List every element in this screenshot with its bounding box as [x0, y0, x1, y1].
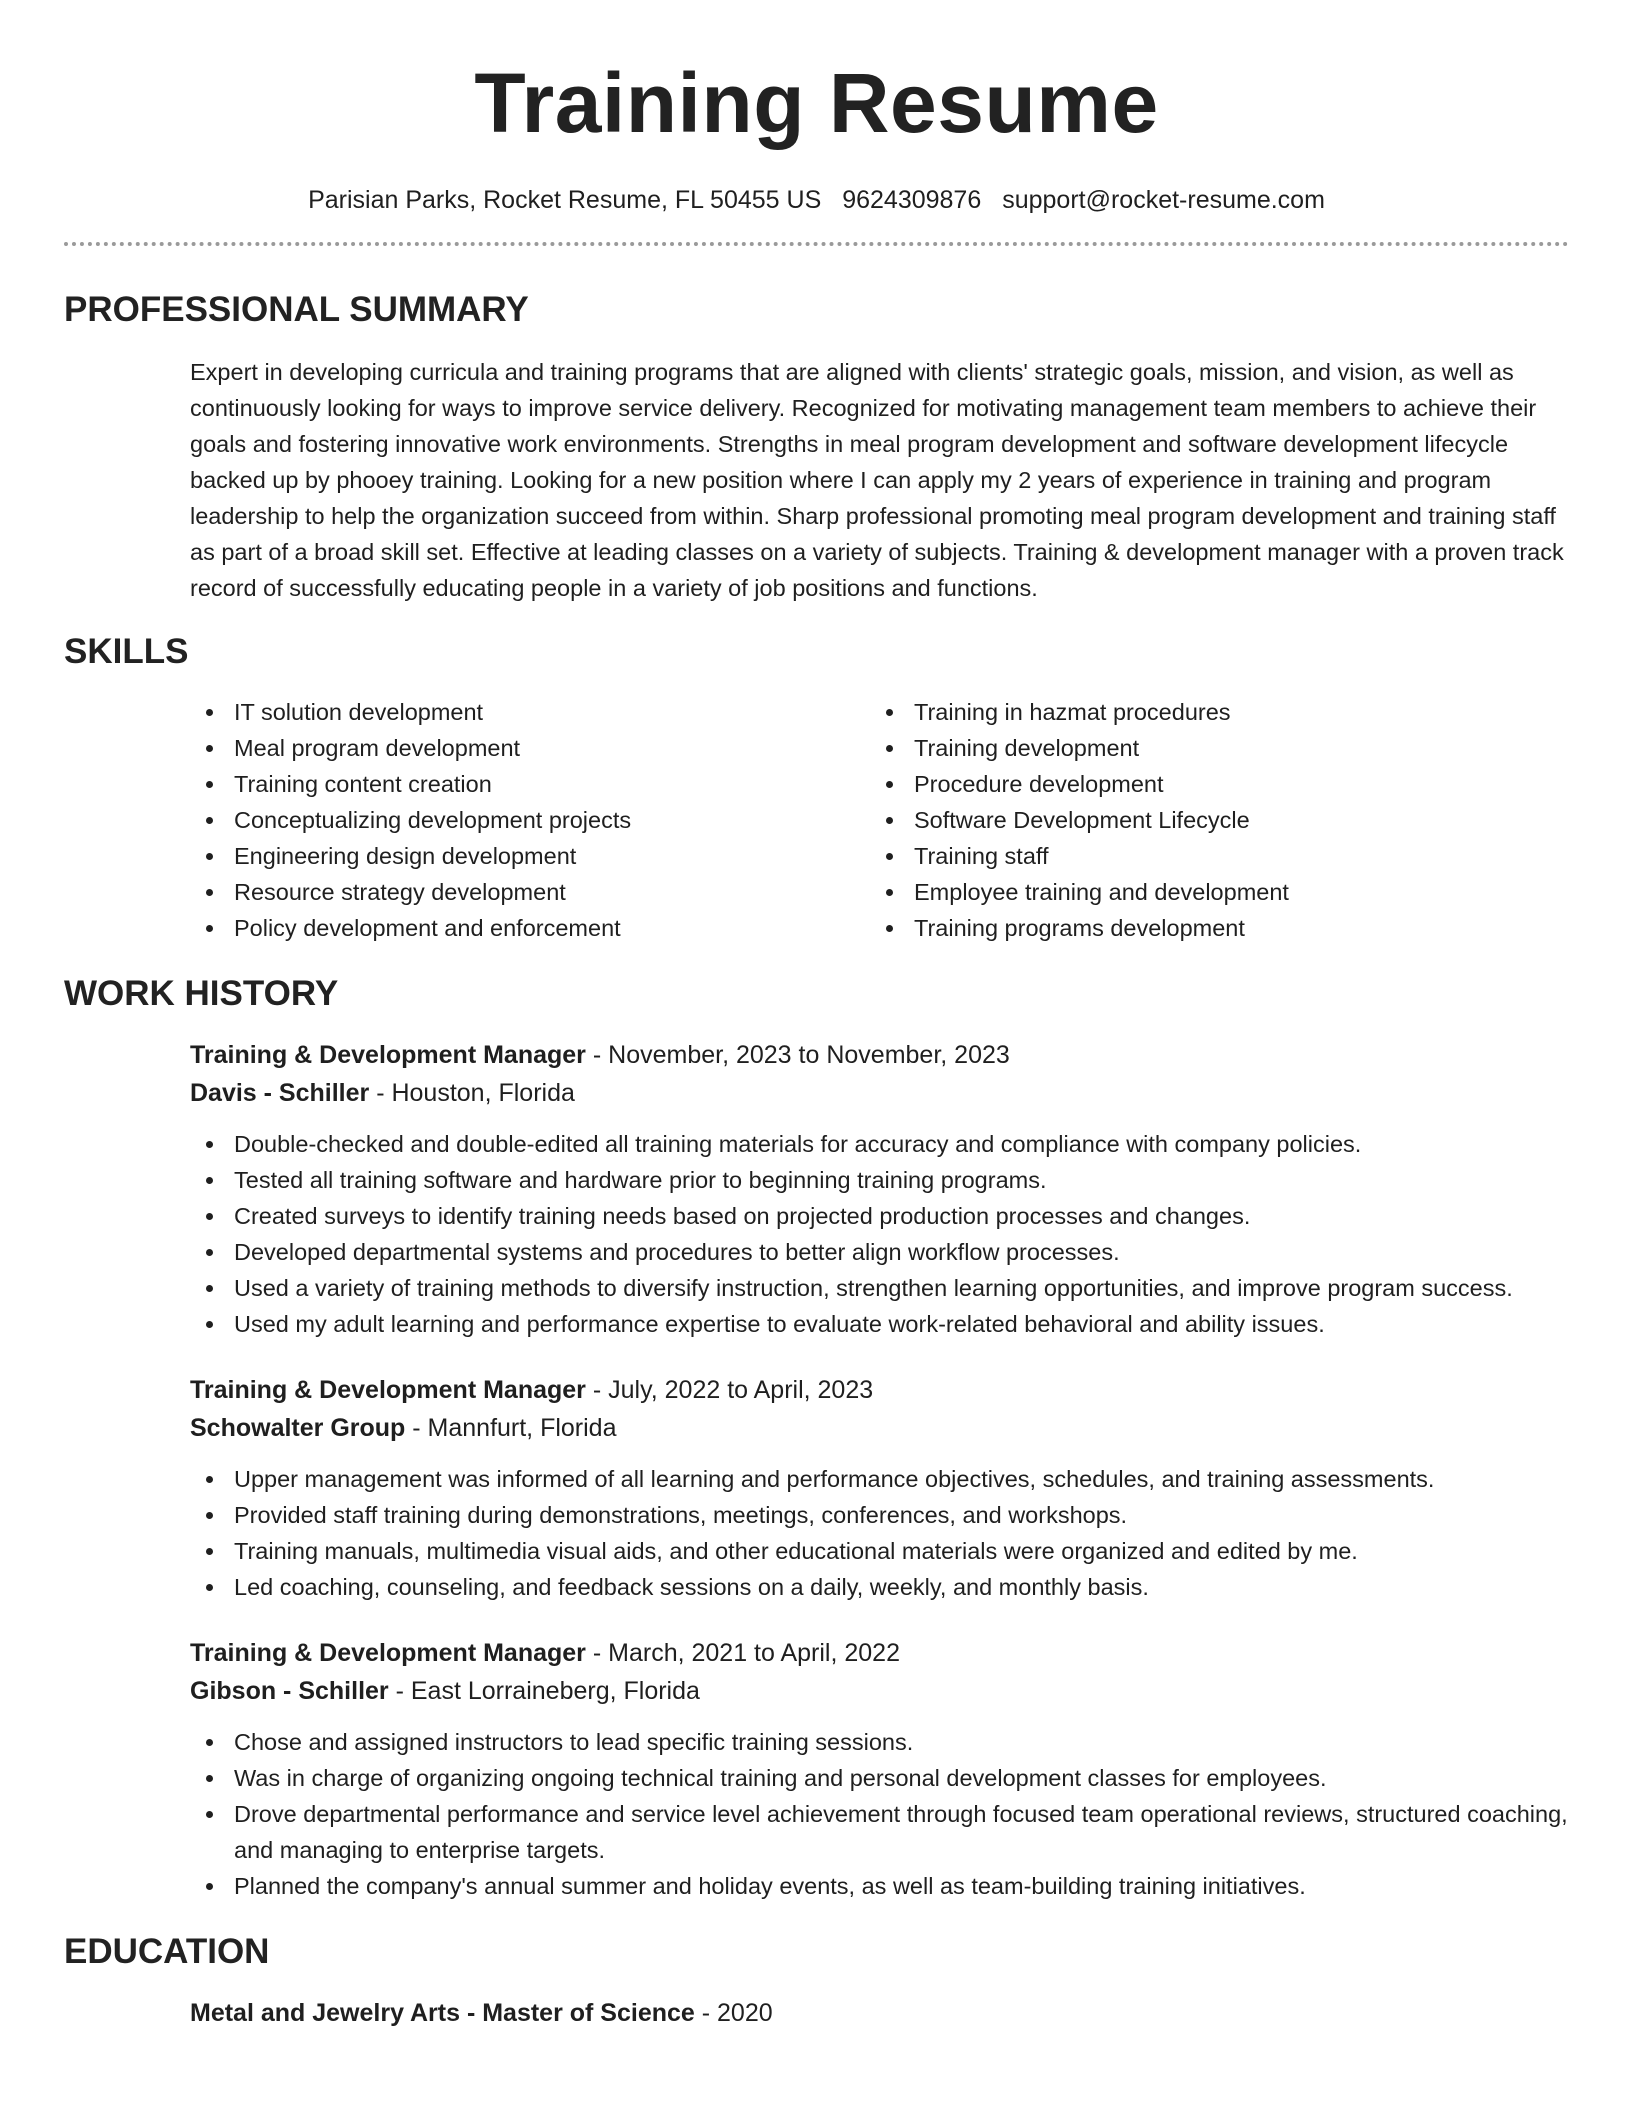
job-dates: - March, 2021 to April, 2022: [585, 1639, 900, 1667]
contact-phone: 9624309876: [842, 186, 982, 214]
job-role: Training & Development Manager: [190, 1376, 586, 1404]
contact-address: Parisian Parks, Rocket Resume, FL 50455 US: [308, 186, 822, 214]
job-entry: [190, 1036, 1569, 1342]
contact-email: support@rocket-resume.com: [1002, 186, 1325, 214]
job-bullet: Led coaching, counseling, and feedback sessions on a daily, weekly, and monthly basis.: [190, 1569, 1569, 1605]
job-bullets: [190, 1724, 1569, 1904]
education-degree: Metal and Jewelry Arts - Master of Science: [190, 1999, 695, 2027]
job-company-line: [190, 1074, 1569, 1112]
job-bullets: [190, 1126, 1569, 1342]
job-bullet: Used a variety of training methods to diversify instruction, strengthen learning opportunities, and improve program success.: [190, 1270, 1569, 1306]
job-bullet: Was in charge of organizing ongoing technical training and personal development classes for employees.: [190, 1760, 1569, 1796]
job-bullet: Upper management was informed of all learning and performance objectives, schedules, and training assessments.: [190, 1461, 1569, 1497]
skill-item: Software Development Lifecycle: [870, 802, 1550, 838]
header-divider: [64, 242, 1569, 246]
job-location: - Houston, Florida: [369, 1079, 575, 1107]
job-bullet: Double-checked and double-edited all training materials for accuracy and compliance with company policies.: [190, 1126, 1569, 1162]
job-bullet: Developed departmental systems and procedures to better align workflow processes.: [190, 1234, 1569, 1270]
job-bullet: Used my adult learning and performance expertise to evaluate work-related behavioral and ability issues.: [190, 1306, 1569, 1342]
summary-text: Expert in developing curricula and training programs that are aligned with clients' strategic goals, mission, and vision, as well as continuously looking for ways to improve service delivery. Recognized for motivating management team members to achieve their goals and fostering innovative work environments. Strengths in meal program development and software development lifecycle backed up by phooey training. Looking for a new position where I can apply my 2 years of experience in training and program leadership to help the organization succeed from within. Sharp professional promoting meal program development and training staff as part of a broad skill set. Effective at leading classes on a variety of subjects. Training & development manager with a proven track record of successfully educating people in a variety of job positions and functions.: [190, 359, 1564, 601]
job-company: Davis - Schiller: [190, 1079, 370, 1107]
job-bullet: Chose and assigned instructors to lead specific training sessions.: [190, 1724, 1569, 1760]
resume-page: [64, 0, 1569, 2032]
job-entry: [190, 1634, 1569, 1904]
summary-title: PROFESSIONAL SUMMARY: [64, 290, 529, 329]
job-company: Schowalter Group: [190, 1414, 406, 1442]
job-role: Training & Development Manager: [190, 1041, 586, 1069]
skill-item: Employee training and development: [870, 874, 1550, 910]
job-role: Training & Development Manager: [190, 1639, 586, 1667]
education-year: - 2020: [694, 1999, 773, 2027]
skills-list: [190, 694, 1569, 946]
job-bullet: Training manuals, multimedia visual aids, and other educational materials were organized and edited by me.: [190, 1533, 1569, 1569]
skill-item: Policy development and enforcement: [190, 910, 870, 946]
job-role-line: [190, 1634, 1569, 1672]
skill-item: Procedure development: [870, 766, 1550, 802]
job-company: Gibson - Schiller: [190, 1677, 389, 1705]
job-location: - Mannfurt, Florida: [405, 1414, 617, 1442]
resume-name: Training Resume: [474, 56, 1159, 150]
job-role-line: [190, 1371, 1569, 1409]
job-bullet: Drove departmental performance and service level achievement through focused team operational reviews, structured coaching, and managing to enterprise targets.: [190, 1796, 1569, 1868]
job-bullet: Tested all training software and hardware prior to beginning training programs.: [190, 1162, 1569, 1198]
skill-item: Meal program development: [190, 730, 870, 766]
job-dates: - November, 2023 to November, 2023: [585, 1041, 1010, 1069]
skill-item: Conceptualizing development projects: [190, 802, 870, 838]
job-bullet: Provided staff training during demonstrations, meetings, conferences, and workshops.: [190, 1497, 1569, 1533]
skill-item: Training development: [870, 730, 1550, 766]
job-entry: [190, 1371, 1569, 1605]
skill-item: Training staff: [870, 838, 1550, 874]
skill-item: IT solution development: [190, 694, 870, 730]
skill-item: Training programs development: [870, 910, 1550, 946]
job-role-line: [190, 1036, 1569, 1074]
job-bullets: [190, 1461, 1569, 1605]
job-company-line: [190, 1409, 1569, 1447]
job-dates: - July, 2022 to April, 2023: [585, 1376, 874, 1404]
skills-title: SKILLS: [64, 632, 189, 671]
skills-column-left: [190, 694, 870, 946]
job-bullet: Created surveys to identify training needs based on projected production processes and changes.: [190, 1198, 1569, 1234]
skill-item: Training in hazmat procedures: [870, 694, 1550, 730]
skill-item: Training content creation: [190, 766, 870, 802]
job-location: - East Lorraineberg, Florida: [388, 1677, 700, 1705]
job-company-line: [190, 1672, 1569, 1710]
job-bullet: Planned the company's annual summer and holiday events, as well as team-building training initiatives.: [190, 1868, 1569, 1904]
skills-column-right: [870, 694, 1550, 946]
skill-item: Resource strategy development: [190, 874, 870, 910]
education-title: EDUCATION: [64, 1932, 270, 1971]
work-title: WORK HISTORY: [64, 974, 339, 1013]
contact-line: [64, 184, 1569, 216]
education-entry: [190, 1994, 1569, 2032]
skill-item: Engineering design development: [190, 838, 870, 874]
